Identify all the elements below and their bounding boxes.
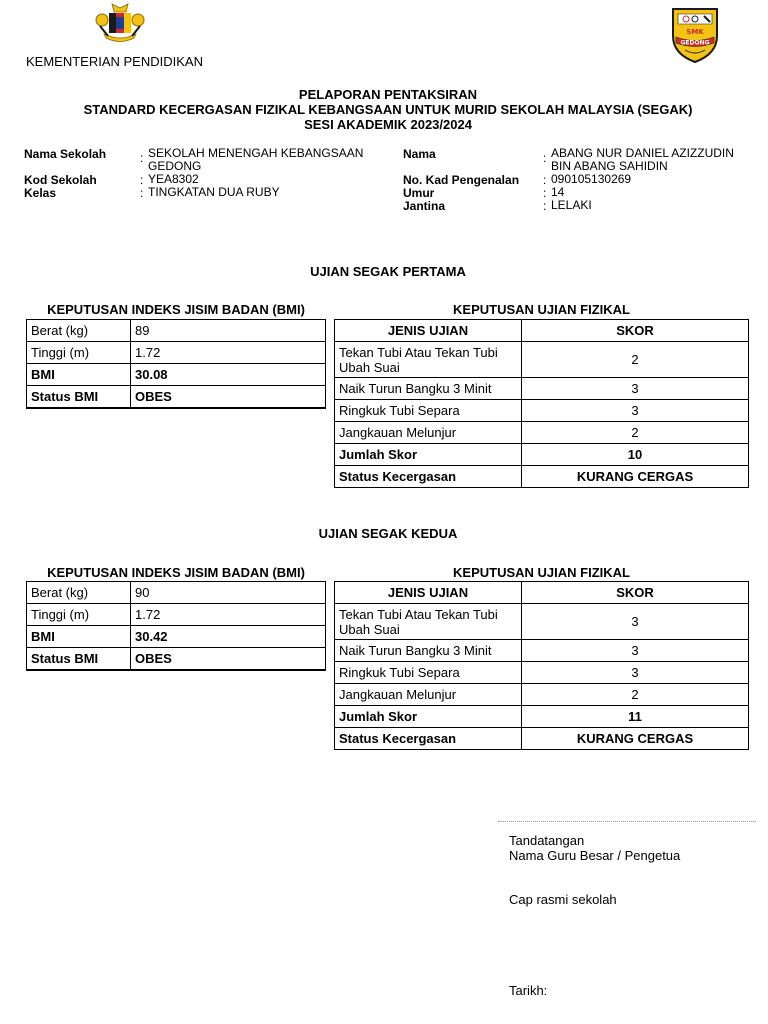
test-score: 3 [522,640,749,662]
colon: : [543,186,547,200]
class-value: TINGKATAN DUA RUBY [148,185,280,199]
total-score-row [335,706,749,728]
table-row [335,378,749,400]
signature-label: Tandatangan [509,833,585,848]
svg-text:GEDONG: GEDONG [680,39,710,47]
test-2-title: UJIAN SEGAK KEDUA [318,526,458,541]
bmi-value: 30.42 [131,626,326,648]
bmi-value: 1.72 [131,342,326,364]
table-row [335,422,749,444]
bmi-caption: KEPUTUSAN INDEKS JISIM BADAN (BMI) [47,302,305,317]
principal-name-label: Nama Guru Besar / Pengetua [509,848,681,863]
fitness-table [334,581,749,750]
bmi-label: Tinggi (m) [27,342,131,364]
test-name: Tekan Tubi Atau Tekan Tubi Ubah Suai [335,342,522,378]
test-name: Jangkauan Melunjur [335,684,522,706]
bmi-value: OBES [131,648,326,670]
table-row [335,640,749,662]
table-row [27,364,326,386]
signature-line [498,821,756,822]
test-name: Ringkuk Tubi Separa [335,400,522,422]
test-score: 3 [522,378,749,400]
table-row [335,604,749,640]
score-header: SKOR [522,582,749,604]
bmi-value: OBES [131,386,326,408]
colon: : [543,173,547,187]
gender-label: Jantina [403,199,446,213]
bmi-value: 30.08 [131,364,326,386]
status-label: Status Kecergasan [335,466,522,488]
bmi-value: 1.72 [131,604,326,626]
coat-of-arms-logo [94,2,146,46]
report-title-2: STANDARD KECERGASAN FIZIKAL KEBANGSAAN UNTUK MURID SEKOLAH MALAYSIA (SEGAK) [83,102,693,117]
colon: : [140,151,144,165]
test-score: 2 [522,684,749,706]
school-code-value: YEA8302 [148,172,199,186]
class-label: Kelas [24,186,57,200]
bmi-value: 90 [131,582,326,604]
table-header-row [335,320,749,342]
ministry-name: KEMENTERIAN PENDIDIKAN [26,54,203,69]
bmi-table [26,581,326,671]
score-header: SKOR [522,320,749,342]
table-header-row [335,582,749,604]
test-score: 3 [522,662,749,684]
total-score-row [335,444,749,466]
gender-value: LELAKI [551,198,592,212]
total-label: Jumlah Skor [335,706,522,728]
bmi-label: BMI [27,364,131,386]
test-1-title: UJIAN SEGAK PERTAMA [310,264,466,279]
total-label: Jumlah Skor [335,444,522,466]
table-row [335,342,749,378]
test-name: Tekan Tubi Atau Tekan Tubi Ubah Suai [335,604,522,640]
table-row [335,400,749,422]
colon: : [140,173,144,187]
test-score: 2 [522,422,749,444]
fitness-caption: KEPUTUSAN UJIAN FIZIKAL [453,565,630,580]
test-name: Jangkauan Melunjur [335,422,522,444]
test-type-header: JENIS UJIAN [335,320,522,342]
bmi-label: Berat (kg) [27,582,131,604]
table-row [27,386,326,408]
fitness-table [334,319,749,488]
student-name-label: Nama [403,147,436,161]
age-label: Umur [403,186,435,200]
fitness-status: KURANG CERGAS [522,466,749,488]
test-type-header: JENIS UJIAN [335,582,522,604]
bmi-label: Tinggi (m) [27,604,131,626]
table-row [27,320,326,342]
fitness-status: KURANG CERGAS [522,728,749,750]
date-label: Tarikh: [509,983,548,998]
svg-text:SMK: SMK [686,28,704,36]
school-crest-logo [670,6,720,64]
school-stamp-label: Cap rasmi sekolah [509,892,617,907]
bmi-value: 89 [131,320,326,342]
school-code-label: Kod Sekolah [24,173,97,187]
test-name: Naik Turun Bangku 3 Minit [335,378,522,400]
table-row [335,662,749,684]
bmi-table [26,319,326,409]
school-name-value: SEKOLAH MENENGAH KEBANGSAAN GEDONG [148,146,364,173]
table-row [27,342,326,364]
colon: : [140,186,144,200]
bmi-label: Berat (kg) [27,320,131,342]
test-name: Naik Turun Bangku 3 Minit [335,640,522,662]
fitness-status-row [335,728,749,750]
bmi-label: BMI [27,626,131,648]
test-score: 3 [522,604,749,640]
status-label: Status Kecergasan [335,728,522,750]
bmi-label: Status BMI [27,648,131,670]
report-title-3: SESI AKADEMIK 2023/2024 [304,117,472,132]
report-title-1: PELAPORAN PENTAKSIRAN [298,87,478,102]
total-score: 11 [522,706,749,728]
test-score: 3 [522,400,749,422]
fitness-status-row [335,466,749,488]
ic-number-value: 090105130269 [551,172,632,186]
test-score: 2 [522,342,749,378]
school-name-label: Nama Sekolah [24,147,107,161]
test-name: Ringkuk Tubi Separa [335,662,522,684]
table-row [335,684,749,706]
bmi-caption: KEPUTUSAN INDEKS JISIM BADAN (BMI) [47,565,305,580]
table-row [27,582,326,604]
table-row [27,626,326,648]
colon: : [543,151,547,165]
bmi-label: Status BMI [27,386,131,408]
ic-number-label: No. Kad Pengenalan [403,173,520,187]
fitness-caption: KEPUTUSAN UJIAN FIZIKAL [453,302,630,317]
table-row [27,604,326,626]
colon: : [543,199,547,213]
table-row [27,648,326,670]
total-score: 10 [522,444,749,466]
student-name-value: ABANG NUR DANIEL AZIZZUDIN BIN ABANG SAHIDIN [551,146,734,173]
age-value: 14 [551,185,565,199]
